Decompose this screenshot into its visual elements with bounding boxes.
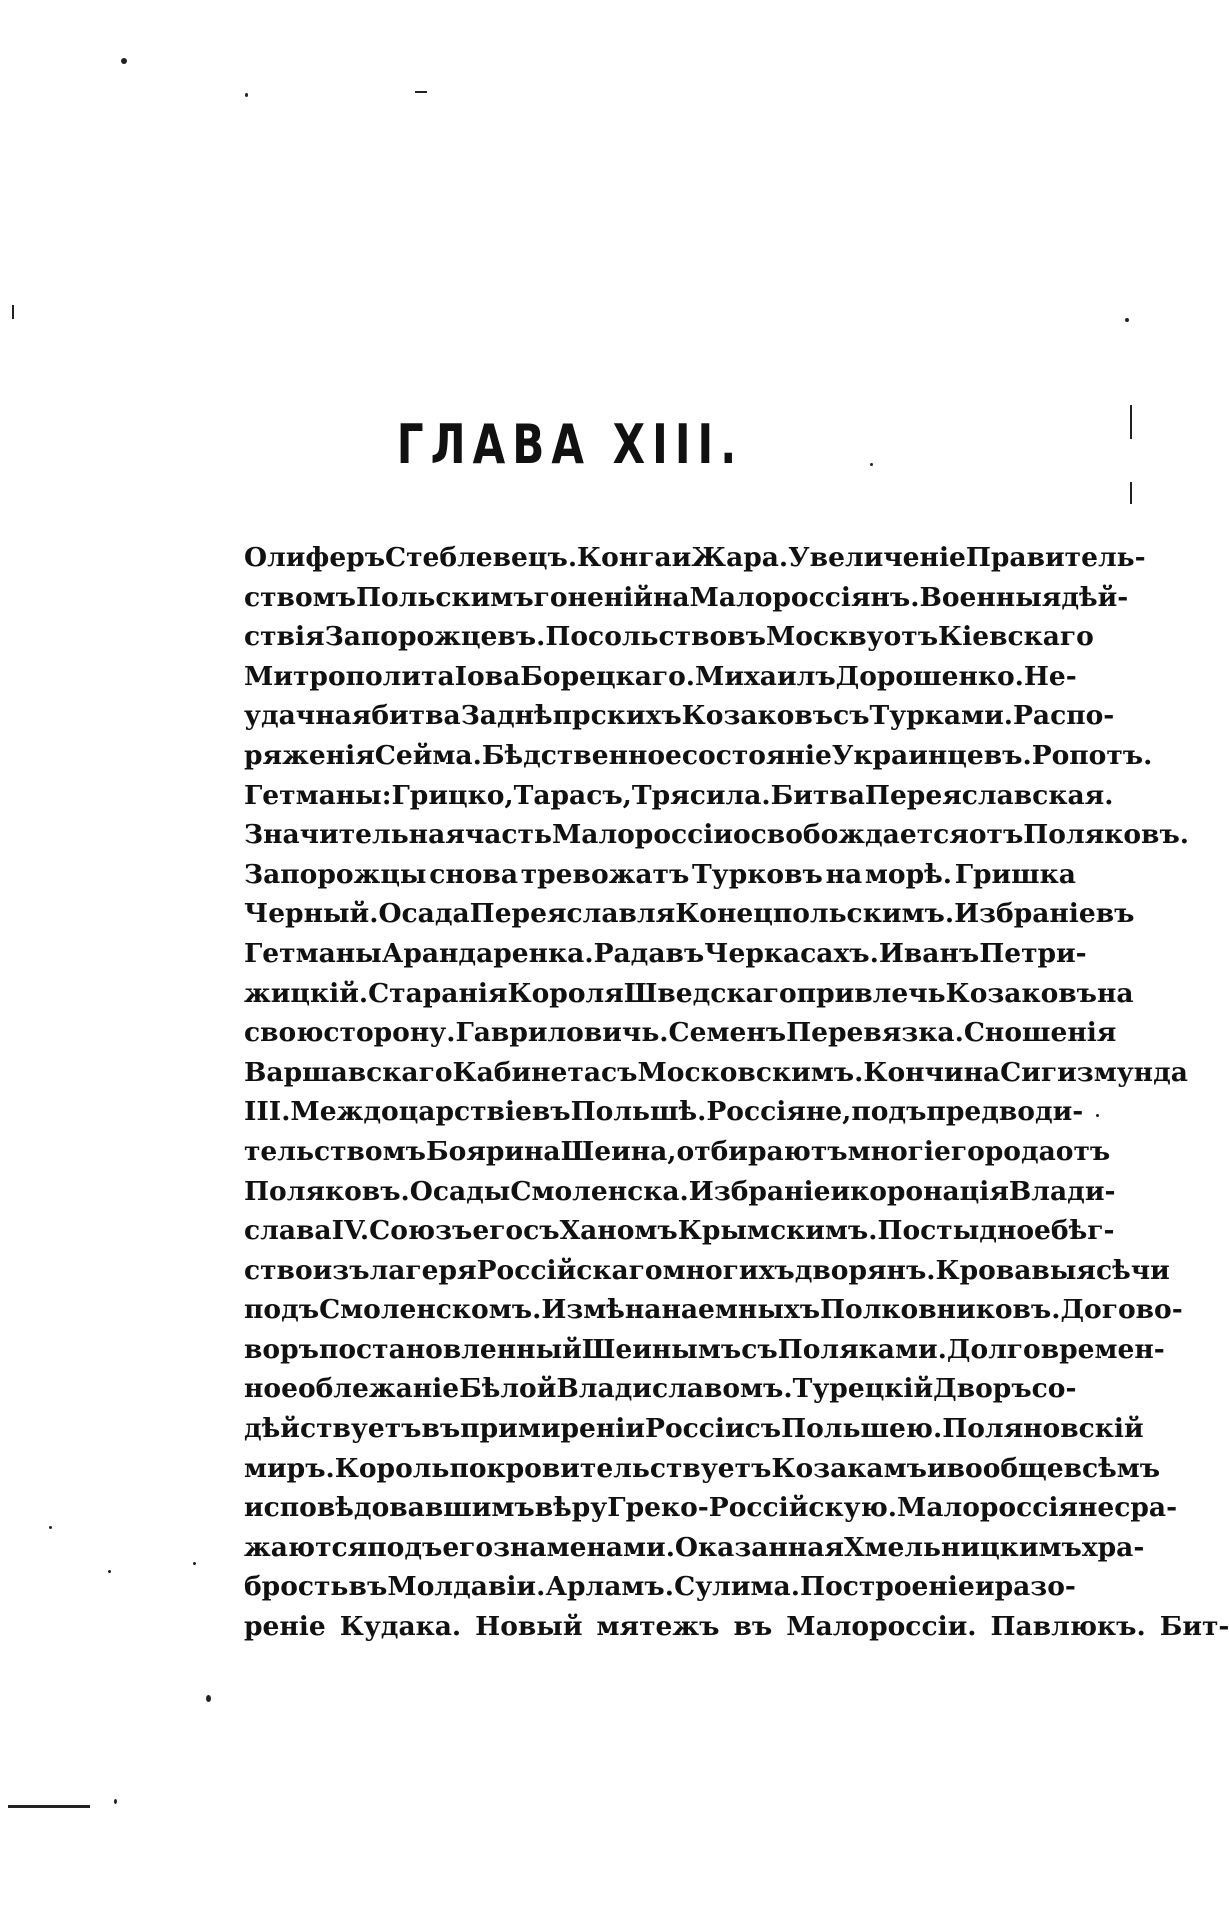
summary-word: Польскимъ (356, 581, 534, 613)
summary-word: отъ (883, 621, 939, 653)
summary-word: Москву (765, 621, 884, 653)
summary-word: подъ (367, 1531, 443, 1563)
summary-word: Варшавскаго (244, 1056, 453, 1088)
summary-word: Митрополита (244, 660, 455, 692)
summary-line (244, 1013, 1117, 1053)
summary-word: ряженія (244, 739, 375, 771)
summary-word: Шведскаго (623, 977, 797, 1009)
summary-word: тревожатъ (520, 858, 690, 890)
summary-word: гоненій (533, 581, 653, 613)
scan-mark (1130, 405, 1132, 439)
summary-word: брость (244, 1571, 349, 1603)
summary-word: Переяславля (469, 898, 676, 930)
summary-word: Малороссіи. (786, 1611, 977, 1643)
summary-word: морѣ. (864, 858, 952, 890)
summary-word: освобождается (733, 819, 969, 851)
summary-word: Избраніе (688, 1175, 831, 1207)
summary-word: Заднѣпрскихъ (460, 700, 682, 732)
summary-line (244, 657, 1076, 697)
summary-word: Военныя (919, 581, 1062, 613)
summary-word: Не- (1023, 660, 1077, 692)
summary-word: жицкій. (244, 977, 369, 1009)
summary-word: Сигизмунда (1000, 1056, 1188, 1088)
summary-word: Грицко, (391, 779, 514, 811)
summary-word: Россійскаго (476, 1254, 663, 1286)
summary-word: Перевязка. (786, 1017, 964, 1049)
summary-word: Старанія (368, 977, 508, 1009)
summary-word: Догово- (1060, 1294, 1183, 1326)
summary-word: Козаковъ (945, 977, 1098, 1009)
summary-line (244, 1528, 1145, 1568)
scan-speck (1125, 318, 1129, 322)
summary-word: Арламъ. (545, 1571, 674, 1603)
summary-word: Россіяне, (706, 1096, 852, 1128)
summary-word: знаменами. (493, 1531, 675, 1563)
summary-word: со- (1031, 1373, 1077, 1405)
summary-word: слава (244, 1215, 332, 1247)
summary-word: тельствомъ (244, 1135, 426, 1167)
summary-word: Значительная (244, 819, 465, 851)
summary-line (244, 934, 1087, 974)
summary-word: на (825, 858, 863, 890)
summary-word: примиреніи (460, 1413, 646, 1445)
summary-word: на (1097, 977, 1134, 1009)
summary-word: Ханомъ (559, 1215, 678, 1247)
summary-line (244, 617, 1094, 657)
summary-word: Построеніе (800, 1571, 975, 1603)
summary-word: IV. (331, 1215, 370, 1247)
summary-word: облежаніе (297, 1373, 460, 1405)
summary-word: вѣру (534, 1492, 608, 1524)
summary-word: Иванъ (878, 937, 980, 969)
summary-word: коронація (850, 1175, 1009, 1207)
scan-speck (49, 1526, 52, 1529)
summary-word: Кудака. (339, 1611, 462, 1643)
summary-word: сторону. (323, 1017, 456, 1049)
summary-line (244, 538, 1146, 578)
summary-word: ствія (244, 621, 325, 653)
summary-word: Козакамъ (771, 1452, 927, 1484)
summary-word: Ропотъ. (1031, 739, 1153, 771)
summary-word: воръ (244, 1333, 319, 1365)
summary-word: Конецпольскимъ. (675, 898, 955, 930)
summary-line (244, 1409, 1144, 1449)
summary-line (244, 1488, 1178, 1528)
summary-word: Россіи (645, 1413, 745, 1445)
scan-mark (415, 91, 427, 93)
summary-word: битва (371, 700, 461, 732)
summary-line (244, 1251, 1170, 1291)
summary-word: постановленный (318, 1333, 582, 1365)
summary-word: Измѣна (541, 1294, 662, 1326)
summary-word: Оказанная (674, 1531, 844, 1563)
summary-word: разо- (994, 1571, 1076, 1603)
summary-word: Запорожцы (244, 858, 427, 890)
summary-word: Трясила. (631, 779, 771, 811)
summary-word: Сулима. (674, 1571, 800, 1603)
summary-word: Смоленска. (510, 1175, 689, 1207)
summary-word: Кіевскаго (938, 621, 1094, 653)
scan-speck (121, 58, 127, 64)
summary-word: вообще (946, 1452, 1064, 1484)
summary-word: и (926, 1452, 947, 1484)
summary-line (244, 1132, 1111, 1172)
summary-line (244, 894, 1135, 934)
summary-word: многіе (847, 1135, 951, 1167)
summary-word: миръ. (244, 1452, 335, 1484)
summary-word: Молдавіи. (387, 1571, 546, 1603)
summary-word: Распо- (1012, 700, 1115, 732)
summary-word: въ (665, 937, 705, 969)
summary-word: Смоленскомъ. (319, 1294, 542, 1326)
summary-word: Тарасъ, (513, 779, 632, 811)
summary-word: подъ (244, 1294, 320, 1326)
summary-word: Осады (409, 1175, 511, 1207)
summary-word: Король (334, 1452, 450, 1484)
summary-line (244, 578, 1129, 618)
summary-word: Дворъ (933, 1373, 1032, 1405)
summary-word: Кабинета (452, 1056, 601, 1088)
summary-word: Турками. (869, 700, 1013, 732)
summary-word: Битва (770, 779, 865, 811)
summary-word: и (671, 542, 692, 573)
scan-speck (1096, 1114, 1099, 1117)
summary-word: и (830, 1175, 851, 1207)
summary-word: дворянъ. (794, 1254, 936, 1286)
summary-word: Малороссіяне (897, 1492, 1115, 1524)
summary-word: Осада (378, 898, 470, 930)
summary-word: Шеинымъ (581, 1333, 742, 1365)
summary-word: Семенъ (668, 1017, 787, 1049)
chapter-title: ГЛАВА XIII. (396, 413, 744, 476)
summary-word: Козаковъ (681, 700, 834, 732)
summary-word: Арандаренка. (381, 937, 594, 969)
summary-word: сѣчи (1095, 1254, 1170, 1286)
summary-word: Гетманы: (244, 779, 392, 811)
summary-word: Правитель- (965, 542, 1146, 573)
summary-word: Московскимъ. (637, 1056, 864, 1088)
summary-word: сра- (1114, 1492, 1178, 1524)
summary-word: Стеблевецъ. (385, 542, 578, 573)
summary-word: Гавриловичь. (455, 1017, 669, 1049)
summary-word: ство (244, 1254, 313, 1286)
summary-line (244, 696, 1115, 736)
summary-word: привлечь (796, 977, 946, 1009)
summary-word: Боярина (425, 1135, 561, 1167)
summary-word: Новый (475, 1611, 583, 1643)
summary-word: Іова (454, 660, 521, 692)
summary-word: Полковниковъ. (820, 1294, 1061, 1326)
summary-word: Поляковъ. (1023, 819, 1190, 851)
summary-word: Шеина, (560, 1135, 677, 1167)
summary-word: отъ (1055, 1135, 1111, 1167)
summary-line (244, 1092, 1084, 1132)
summary-word: свою (244, 1017, 324, 1049)
scan-mark (1130, 482, 1132, 504)
summary-line (244, 815, 1190, 855)
summary-word: Жара. (691, 542, 789, 573)
summary-word: дѣй- (1061, 581, 1129, 613)
summary-word: Польшѣ. (570, 1096, 707, 1128)
summary-word: Союзъ (369, 1215, 473, 1247)
chapter-summary (244, 538, 1229, 1647)
summary-word: на (652, 581, 690, 613)
summary-word: Переяславская. (864, 779, 1114, 811)
scan-speck (206, 1695, 211, 1702)
summary-word: ное (244, 1373, 298, 1405)
summary-word: съ (744, 1413, 782, 1445)
summary-word: жаются (244, 1531, 368, 1563)
summary-word: отъ (968, 819, 1024, 851)
summary-word: отбираютъ (676, 1135, 848, 1167)
summary-word: дѣйствуетъ (244, 1413, 422, 1445)
summary-word: Посольство (545, 621, 728, 653)
summary-word: предводи- (926, 1096, 1084, 1128)
summary-word: Турецкій (792, 1373, 934, 1405)
summary-word: подъ (851, 1096, 927, 1128)
summary-word: Влади- (1008, 1175, 1116, 1207)
summary-word: Бѣдственное (481, 739, 682, 771)
summary-word: Дорошенко. (835, 660, 1024, 692)
summary-word: покровительствуетъ (449, 1452, 772, 1484)
summary-word: Гришка (954, 858, 1076, 890)
summary-line (244, 1172, 1116, 1212)
summary-word: Владиславомъ. (556, 1373, 793, 1405)
scan-speck (114, 1799, 117, 1804)
summary-word: Сейма. (374, 739, 482, 771)
summary-word: Долговремен- (946, 1333, 1165, 1365)
summary-word: часть (464, 819, 552, 851)
summary-word: Увеличеніе (788, 542, 966, 573)
summary-word: хра- (1081, 1531, 1145, 1563)
summary-word: Поляками. (777, 1333, 947, 1365)
summary-word: Гетманы (244, 937, 382, 969)
summary-word: всѣмъ (1063, 1452, 1161, 1484)
summary-word: въ (733, 1611, 773, 1643)
summary-line (244, 974, 1134, 1014)
summary-word: Кровавыя (935, 1254, 1096, 1286)
summary-word: Хмельницкимъ (843, 1531, 1082, 1563)
summary-word: Польшею. (781, 1413, 943, 1445)
scan-mark (8, 1805, 90, 1808)
summary-word: Черный. (244, 898, 379, 930)
summary-word: его (442, 1531, 494, 1563)
summary-word: Греко-Россійскую. (607, 1492, 898, 1524)
summary-word: въ (531, 1096, 571, 1128)
summary-word: ствомъ (244, 581, 356, 613)
summary-word: съ (741, 1333, 778, 1365)
summary-line (244, 1330, 1165, 1370)
summary-word: Малороссіи (551, 819, 733, 851)
summary-word: Конга (577, 542, 672, 573)
summary-word: Крымскимъ. (677, 1215, 878, 1247)
summary-word: Малороссіянъ. (689, 581, 920, 613)
summary-word: Павлюкъ. (990, 1611, 1146, 1643)
summary-line (244, 1290, 1183, 1330)
summary-word: съ (601, 1056, 638, 1088)
summary-word: исповѣдовавшимъ (244, 1492, 535, 1524)
scan-speck (193, 1562, 196, 1565)
summary-line (244, 736, 1153, 776)
summary-word: Междоцарствіе (290, 1096, 532, 1128)
summary-line (244, 1567, 1076, 1607)
summary-word: Черкасахъ. (704, 937, 879, 969)
summary-word: Бѣлой (459, 1373, 557, 1405)
summary-word: Рада (593, 937, 666, 969)
scan-speck (245, 93, 248, 97)
summary-word: въ (1095, 898, 1135, 930)
summary-line (244, 1449, 1161, 1489)
summary-word: въ (421, 1413, 461, 1445)
summary-word: III. (244, 1096, 291, 1128)
summary-word: въ (348, 1571, 388, 1603)
summary-word: Олиферъ (244, 542, 386, 573)
summary-word: Турковъ (692, 858, 823, 890)
summary-word: Сношенія (963, 1017, 1117, 1049)
summary-word: Борецкаго. (520, 660, 696, 692)
summary-word: Поляковъ. (244, 1175, 410, 1207)
summary-word: Поляновскій (942, 1413, 1144, 1445)
scan-mark (12, 305, 14, 319)
summary-line (244, 855, 1076, 895)
summary-word: города (950, 1135, 1056, 1167)
summary-word: Короля (507, 977, 624, 1009)
summary-line (244, 1053, 1188, 1093)
summary-word: въ (727, 621, 766, 653)
summary-word: Избраніе (954, 898, 1096, 930)
summary-word: Кончина (863, 1056, 1001, 1088)
summary-word: состояніе (681, 739, 832, 771)
summary-word: лагеря (369, 1254, 477, 1286)
summary-line (244, 776, 1114, 816)
summary-word: Петри- (979, 937, 1087, 969)
summary-line (244, 1607, 1229, 1647)
summary-word: Запорожцевъ. (324, 621, 546, 653)
summary-word: Постыдное (877, 1215, 1051, 1247)
summary-word: многихъ (662, 1254, 795, 1286)
summary-word: наемныхъ (661, 1294, 821, 1326)
summary-word: его (472, 1215, 524, 1247)
summary-word: съ (833, 700, 870, 732)
summary-word: Михаилъ (695, 660, 836, 692)
scan-speck (108, 1570, 111, 1573)
summary-word: Украинцевъ. (831, 739, 1032, 771)
summary-word: снова (429, 858, 518, 890)
summary-word: съ (523, 1215, 560, 1247)
summary-line (244, 1369, 1076, 1409)
summary-word: реніе (244, 1611, 326, 1643)
summary-word: бѣг- (1050, 1215, 1115, 1247)
summary-word: удачная (244, 700, 372, 732)
summary-word: Бит- (1159, 1611, 1229, 1643)
summary-word: мятежъ (596, 1611, 720, 1643)
summary-word: изъ (312, 1254, 370, 1286)
summary-line (244, 1211, 1115, 1251)
summary-word: и (974, 1571, 995, 1603)
